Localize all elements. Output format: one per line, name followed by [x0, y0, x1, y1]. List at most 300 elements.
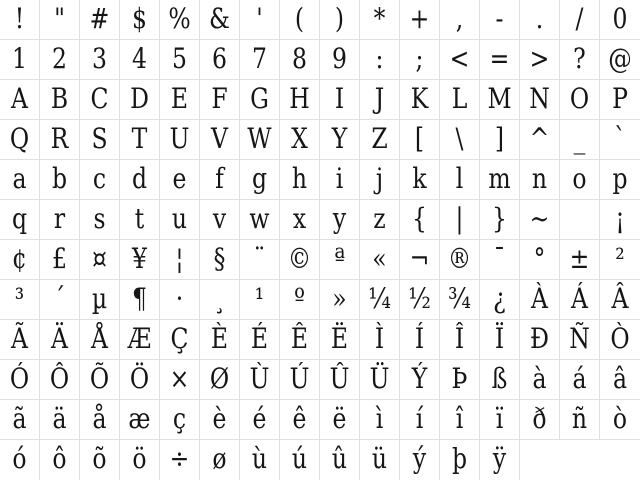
glyph: L [451, 82, 468, 115]
glyph-cell[interactable] [480, 400, 520, 439]
glyph-cell[interactable] [440, 200, 480, 239]
glyph-cell[interactable] [560, 40, 600, 79]
glyph: % [168, 2, 191, 35]
glyph: ~ [529, 202, 550, 235]
glyph-cell[interactable] [320, 280, 360, 319]
glyph: Ä [50, 322, 68, 355]
glyph-cell[interactable] [480, 440, 520, 480]
glyph-cell[interactable] [480, 120, 520, 159]
glyph-row [0, 360, 640, 400]
glyph: ½ [408, 282, 431, 315]
glyph: ß [491, 362, 508, 395]
glyph: Û [329, 362, 350, 395]
glyph: « [372, 242, 387, 275]
glyph-cell[interactable] [360, 280, 400, 319]
glyph: z [373, 202, 386, 235]
glyph: á [572, 362, 587, 395]
glyph-cell[interactable] [440, 240, 480, 279]
glyph-cell[interactable] [280, 440, 320, 480]
glyph: < [449, 42, 470, 75]
glyph-cell[interactable] [120, 440, 160, 480]
glyph-cell[interactable] [400, 80, 440, 119]
glyph-cell[interactable] [200, 240, 240, 279]
glyph-cell[interactable] [160, 320, 200, 359]
glyph: ù [251, 442, 268, 475]
glyph-cell[interactable] [120, 240, 160, 279]
glyph-cell[interactable] [120, 80, 160, 119]
glyph-cell[interactable] [280, 280, 320, 319]
glyph-cell[interactable] [360, 200, 400, 239]
glyph-cell[interactable] [280, 400, 320, 439]
glyph-cell[interactable] [240, 280, 280, 319]
glyph-cell[interactable] [160, 360, 200, 399]
glyph-cell[interactable] [280, 0, 320, 39]
glyph: O [569, 82, 590, 115]
glyph: Y [331, 122, 348, 155]
glyph-cell[interactable] [520, 80, 560, 119]
glyph-cell[interactable] [600, 160, 640, 199]
glyph-cell[interactable] [320, 0, 360, 39]
glyph-cell[interactable] [360, 400, 400, 439]
glyph-cell[interactable] [520, 400, 560, 439]
glyph: ± [569, 242, 590, 275]
glyph-cell[interactable] [200, 400, 240, 439]
glyph-cell[interactable] [440, 280, 480, 319]
glyph-cell[interactable] [160, 160, 200, 199]
glyph-cell[interactable] [360, 440, 400, 480]
glyph-cell[interactable] [520, 360, 560, 399]
glyph: ? [573, 42, 586, 75]
glyph-cell[interactable] [320, 360, 360, 399]
glyph-cell[interactable] [240, 400, 280, 439]
glyph-cell[interactable] [600, 320, 640, 359]
glyph-cell[interactable] [560, 400, 600, 439]
empty-area [560, 440, 600, 480]
glyph-cell[interactable] [200, 40, 240, 79]
glyph-cell[interactable] [360, 240, 400, 279]
glyph: Þ [451, 362, 468, 395]
glyph: X [291, 122, 308, 155]
glyph-cell[interactable] [600, 200, 640, 239]
glyph-cell[interactable] [240, 320, 280, 359]
glyph-cell[interactable] [480, 40, 520, 79]
glyph-cell[interactable] [80, 120, 120, 159]
glyph-cell[interactable] [80, 400, 120, 439]
glyph: ´ [53, 282, 66, 315]
glyph: ª [333, 242, 346, 275]
glyph-cell[interactable] [0, 320, 40, 359]
glyph: / [575, 2, 584, 35]
glyph-cell[interactable] [560, 360, 600, 399]
glyph: P [612, 82, 628, 115]
glyph-cell[interactable] [40, 120, 80, 159]
glyph-cell[interactable] [120, 280, 160, 319]
glyph-cell[interactable] [160, 240, 200, 279]
glyph-cell[interactable] [200, 120, 240, 159]
glyph-cell[interactable] [240, 160, 280, 199]
glyph: w [249, 202, 270, 235]
glyph-cell[interactable] [440, 160, 480, 199]
glyph: b [51, 162, 68, 195]
glyph-cell[interactable] [320, 80, 360, 119]
glyph-cell[interactable] [40, 320, 80, 359]
glyph-cell[interactable] [80, 40, 120, 79]
glyph: í [415, 402, 424, 435]
glyph: ¿ [493, 282, 506, 315]
glyph: ï [495, 402, 504, 435]
glyph-cell[interactable] [280, 240, 320, 279]
glyph: I [334, 82, 345, 115]
glyph-cell[interactable] [440, 440, 480, 480]
glyph: ç [172, 402, 187, 435]
glyph: : [375, 42, 384, 75]
glyph-cell[interactable] [280, 320, 320, 359]
glyph-row [0, 160, 640, 200]
glyph-cell[interactable] [240, 360, 280, 399]
glyph-cell[interactable] [560, 280, 600, 319]
glyph-cell[interactable] [400, 0, 440, 39]
glyph: 9 [332, 42, 347, 75]
glyph: Ê [290, 322, 309, 355]
glyph: ö [132, 442, 147, 475]
glyph-cell[interactable] [160, 80, 200, 119]
glyph-cell[interactable] [40, 0, 80, 39]
glyph-cell[interactable] [0, 40, 40, 79]
glyph-cell[interactable] [80, 0, 120, 39]
glyph-cell[interactable] [40, 440, 80, 480]
glyph-cell[interactable] [400, 320, 440, 359]
glyph: F [211, 82, 228, 115]
glyph: g [251, 162, 268, 195]
glyph-cell[interactable] [600, 240, 640, 279]
glyph: K [410, 82, 429, 115]
glyph-cell[interactable] [480, 200, 520, 239]
glyph-cell[interactable] [120, 360, 160, 399]
glyph-cell[interactable] [520, 0, 560, 39]
glyph-cell[interactable] [80, 320, 120, 359]
glyph: r [53, 202, 66, 235]
glyph-cell[interactable] [360, 320, 400, 359]
glyph-cell[interactable] [240, 40, 280, 79]
glyph-cell[interactable] [200, 440, 240, 480]
glyph: R [50, 122, 69, 155]
glyph: | [455, 202, 464, 235]
glyph-cell[interactable] [480, 280, 520, 319]
glyph-cell[interactable] [480, 240, 520, 279]
glyph-cell[interactable] [200, 360, 240, 399]
glyph-cell[interactable] [520, 40, 560, 79]
glyph-cell[interactable] [40, 200, 80, 239]
glyph: Ý [411, 362, 428, 395]
glyph-cell[interactable] [160, 440, 200, 480]
glyph-cell[interactable] [360, 40, 400, 79]
glyph-cell[interactable] [80, 200, 120, 239]
glyph-cell[interactable] [600, 80, 640, 119]
glyph: " [54, 2, 65, 35]
glyph-cell[interactable] [360, 160, 400, 199]
glyph-cell[interactable] [440, 40, 480, 79]
glyph-cell[interactable] [280, 80, 320, 119]
glyph: Q [9, 122, 30, 155]
glyph: ì [375, 402, 384, 435]
glyph: ô [52, 442, 67, 475]
glyph: Ó [9, 362, 30, 395]
glyph: Ö [129, 362, 150, 395]
glyph-cell[interactable] [320, 120, 360, 159]
glyph: 3 [92, 42, 107, 75]
glyph-cell[interactable] [0, 80, 40, 119]
glyph-cell[interactable] [320, 320, 360, 359]
glyph: þ [451, 442, 468, 475]
glyph-row [0, 40, 640, 80]
glyph: ! [14, 2, 25, 35]
glyph-cell[interactable] [480, 80, 520, 119]
glyph: è [212, 402, 227, 435]
glyph-cell[interactable] [120, 40, 160, 79]
glyph: 0 [612, 2, 628, 35]
glyph-cell[interactable] [160, 120, 200, 159]
glyph-cell[interactable] [200, 160, 240, 199]
glyph-cell[interactable] [360, 0, 400, 39]
glyph: ° [533, 242, 546, 275]
glyph-cell[interactable] [240, 440, 280, 480]
glyph: ¥ [132, 242, 147, 275]
glyph-cell[interactable] [560, 80, 600, 119]
glyph-cell[interactable] [0, 240, 40, 279]
glyph-cell[interactable] [40, 240, 80, 279]
glyph-cell[interactable] [40, 40, 80, 79]
glyph-cell[interactable] [0, 400, 40, 439]
glyph-cell[interactable] [240, 120, 280, 159]
glyph-cell[interactable] [600, 400, 640, 439]
glyph: . [535, 2, 544, 35]
glyph: ä [52, 402, 67, 435]
glyph-cell[interactable] [520, 280, 560, 319]
glyph: ë [332, 402, 347, 435]
glyph-cell[interactable] [320, 440, 360, 480]
glyph-cell[interactable] [200, 200, 240, 239]
glyph: ¼ [368, 282, 391, 315]
glyph: ' [256, 2, 263, 35]
glyph: Ò [610, 322, 630, 355]
glyph: Ü [369, 362, 390, 395]
glyph-cell[interactable] [40, 400, 80, 439]
glyph-cell[interactable] [600, 0, 640, 39]
glyph-cell[interactable] [0, 120, 40, 159]
glyph: ] [494, 122, 505, 155]
glyph: Ô [49, 362, 70, 395]
glyph: ¦ [175, 242, 184, 275]
glyph-cell[interactable] [560, 160, 600, 199]
glyph-cell[interactable] [360, 360, 400, 399]
glyph-cell[interactable] [400, 240, 440, 279]
glyph-cell[interactable] [120, 120, 160, 159]
glyph-cell[interactable] [480, 160, 520, 199]
glyph: ¤ [92, 242, 107, 275]
glyph: > [529, 42, 550, 75]
glyph: @ [608, 42, 632, 75]
glyph: j [375, 162, 384, 195]
glyph-cell[interactable] [80, 240, 120, 279]
glyph-cell[interactable] [360, 120, 400, 159]
glyph-cell[interactable] [520, 320, 560, 359]
glyph-row [0, 80, 640, 120]
glyph-cell[interactable] [280, 120, 320, 159]
glyph: d [131, 162, 148, 195]
glyph-cell[interactable] [400, 40, 440, 79]
glyph: M [487, 82, 512, 115]
glyph-cell[interactable] [40, 80, 80, 119]
glyph-cell[interactable] [80, 440, 120, 480]
glyph-row [0, 200, 640, 240]
glyph-cell[interactable] [480, 320, 520, 359]
glyph-cell[interactable] [0, 440, 40, 480]
glyph-cell[interactable] [120, 160, 160, 199]
glyph: Ú [289, 362, 310, 395]
glyph-cell[interactable] [160, 200, 200, 239]
glyph-cell[interactable] [120, 320, 160, 359]
glyph-cell[interactable] [0, 360, 40, 399]
glyph: ¡ [615, 202, 625, 235]
glyph: ý [412, 442, 427, 475]
glyph-cell[interactable] [440, 80, 480, 119]
glyph-cell[interactable] [80, 160, 120, 199]
glyph-cell[interactable] [400, 200, 440, 239]
glyph-cell[interactable] [600, 280, 640, 319]
glyph-cell[interactable] [160, 400, 200, 439]
glyph: - [495, 2, 504, 35]
glyph-cell[interactable] [280, 40, 320, 79]
glyph-cell[interactable] [600, 40, 640, 79]
glyph: * [373, 2, 386, 35]
glyph: v [212, 202, 227, 235]
glyph-cell[interactable] [80, 360, 120, 399]
glyph-cell[interactable] [400, 280, 440, 319]
glyph: Z [371, 122, 388, 155]
glyph-cell[interactable] [0, 200, 40, 239]
glyph: ó [12, 442, 27, 475]
glyph: Ï [494, 322, 505, 355]
glyph-cell[interactable] [520, 120, 560, 159]
glyph-cell-blank[interactable] [560, 200, 600, 239]
glyph-cell[interactable] [240, 200, 280, 239]
glyph-cell[interactable] [600, 360, 640, 399]
glyph-cell[interactable] [320, 200, 360, 239]
glyph: ú [291, 442, 308, 475]
glyph-cell[interactable] [440, 400, 480, 439]
glyph-cell[interactable] [360, 80, 400, 119]
glyph: $ [132, 2, 147, 35]
glyph-cell[interactable] [280, 160, 320, 199]
glyph: £ [52, 242, 67, 275]
glyph-cell[interactable] [240, 0, 280, 39]
glyph-cell[interactable] [400, 120, 440, 159]
glyph-cell[interactable] [320, 40, 360, 79]
glyph-cell[interactable] [240, 80, 280, 119]
glyph-row [0, 280, 640, 320]
glyph-cell[interactable] [400, 440, 440, 480]
glyph-cell[interactable] [40, 360, 80, 399]
glyph-cell[interactable] [200, 0, 240, 39]
glyph-cell[interactable] [160, 280, 200, 319]
glyph-cell[interactable] [80, 80, 120, 119]
glyph-cell[interactable] [120, 400, 160, 439]
glyph-cell[interactable] [280, 200, 320, 239]
glyph: ¯ [493, 242, 506, 275]
glyph: i [335, 162, 344, 195]
glyph: ¹ [254, 282, 265, 315]
glyph-cell[interactable] [520, 240, 560, 279]
glyph-cell[interactable] [120, 0, 160, 39]
glyph-cell[interactable] [160, 0, 200, 39]
glyph: p [612, 162, 628, 195]
glyph: © [287, 242, 312, 275]
glyph-row [0, 440, 640, 480]
glyph-row [0, 240, 640, 280]
glyph: h [291, 162, 308, 195]
glyph-cell[interactable] [440, 360, 480, 399]
glyph-cell[interactable] [240, 240, 280, 279]
glyph: A [10, 82, 28, 115]
glyph: ÿ [492, 442, 507, 475]
glyph-cell[interactable] [400, 360, 440, 399]
glyph: T [131, 122, 148, 155]
glyph: 8 [292, 42, 307, 75]
glyph-cell[interactable] [200, 280, 240, 319]
glyph-cell[interactable] [520, 200, 560, 239]
glyph: [ [414, 122, 425, 155]
glyph-cell[interactable] [320, 160, 360, 199]
glyph-cell[interactable] [560, 320, 600, 359]
glyph: µ [91, 282, 108, 315]
glyph-cell[interactable] [560, 240, 600, 279]
glyph-cell[interactable] [0, 280, 40, 319]
glyph-cell[interactable] [400, 400, 440, 439]
glyph-cell[interactable] [560, 0, 600, 39]
glyph-cell[interactable] [120, 200, 160, 239]
glyph: ( [294, 2, 305, 35]
glyph-cell[interactable] [200, 320, 240, 359]
glyph: Â [611, 282, 629, 315]
glyph-cell[interactable] [0, 0, 40, 39]
glyph-cell[interactable] [160, 40, 200, 79]
glyph-cell[interactable] [480, 0, 520, 39]
glyph-cell[interactable] [520, 160, 560, 199]
glyph-cell[interactable] [200, 80, 240, 119]
glyph-cell[interactable] [440, 320, 480, 359]
glyph-cell[interactable] [320, 400, 360, 439]
glyph-cell[interactable] [600, 120, 640, 159]
glyph-cell[interactable] [440, 120, 480, 159]
glyph-cell[interactable] [440, 0, 480, 39]
glyph-cell[interactable] [0, 160, 40, 199]
glyph-cell[interactable] [400, 160, 440, 199]
glyph-cell[interactable] [480, 360, 520, 399]
glyph: y [332, 202, 347, 235]
glyph: ) [334, 2, 345, 35]
glyph-cell[interactable] [40, 280, 80, 319]
glyph: c [92, 162, 107, 195]
glyph: ¸ [213, 282, 226, 315]
glyph-cell[interactable] [80, 280, 120, 319]
glyph-cell[interactable] [280, 360, 320, 399]
glyph: W [247, 122, 272, 155]
glyph: Ø [209, 362, 230, 395]
glyph-cell[interactable] [40, 160, 80, 199]
glyph-cell[interactable] [320, 240, 360, 279]
glyph-cell[interactable] [560, 120, 600, 159]
glyph: È [210, 322, 229, 355]
